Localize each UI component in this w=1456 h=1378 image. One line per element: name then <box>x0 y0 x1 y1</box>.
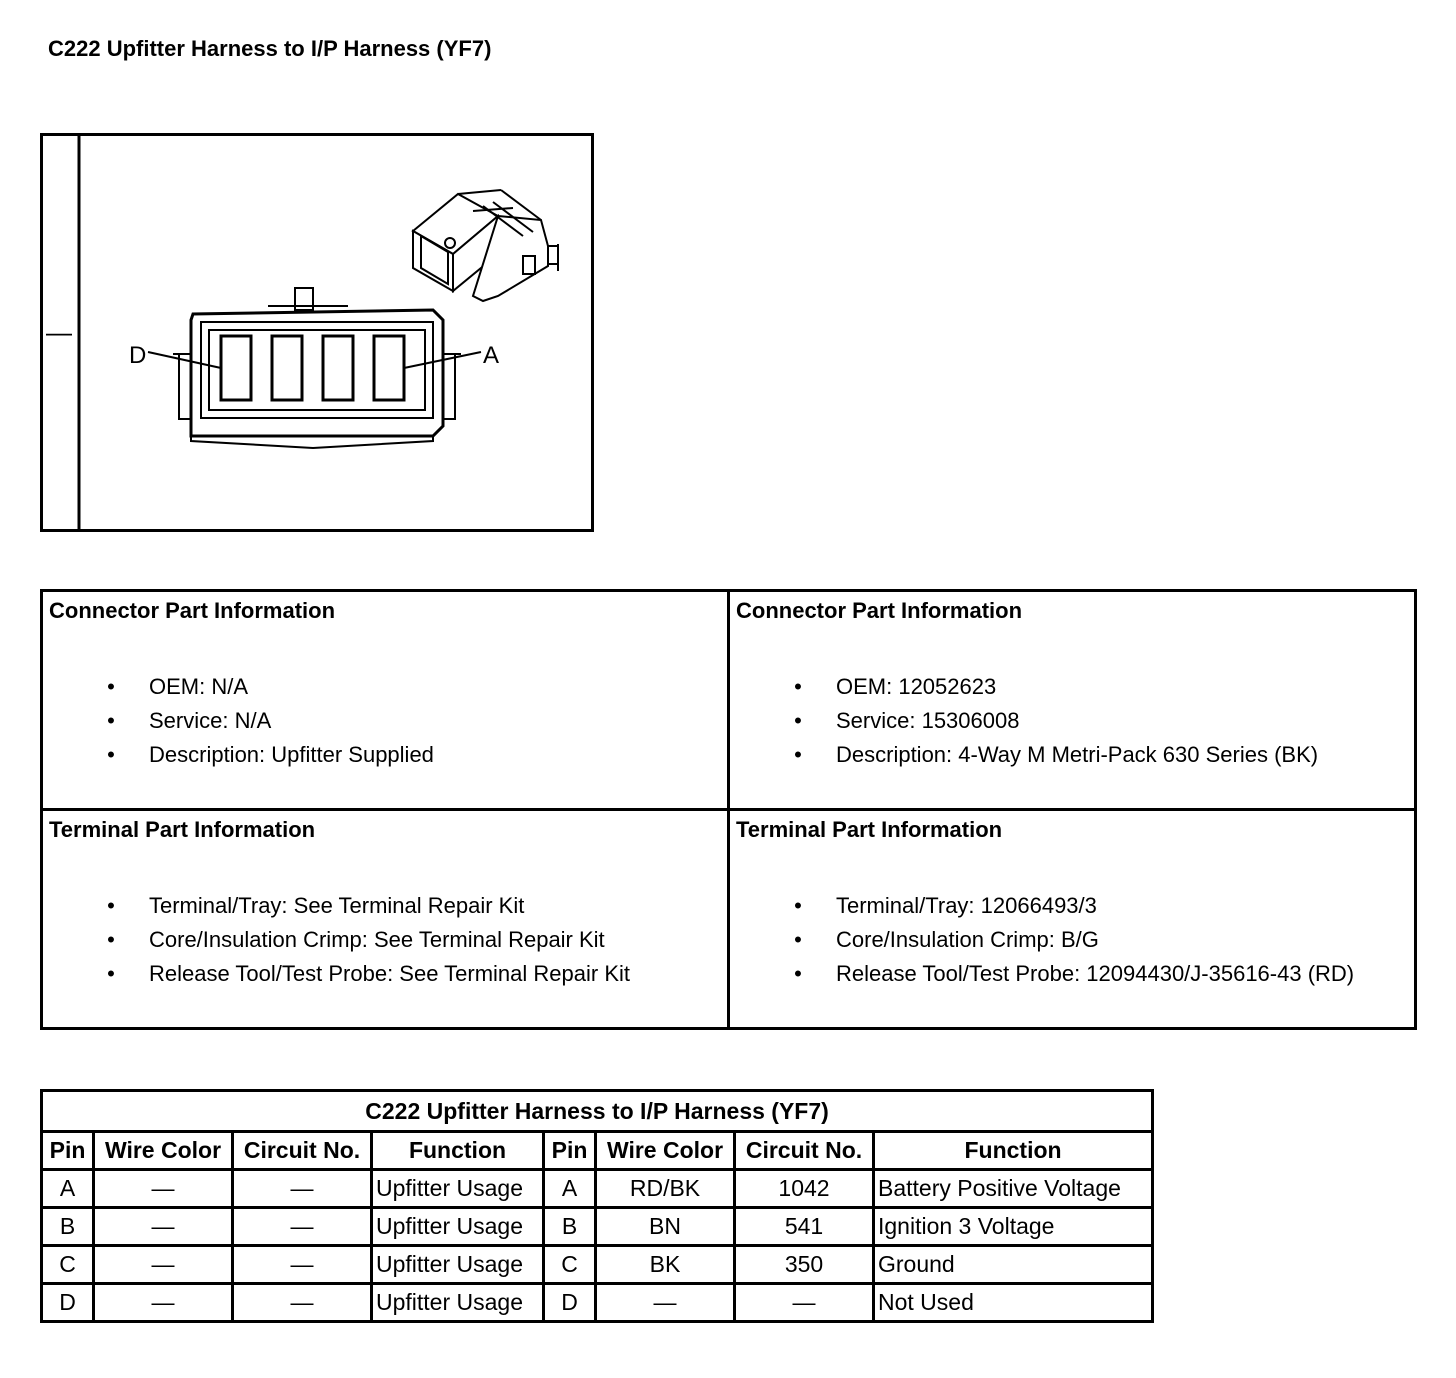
section-heading: Terminal Part Information <box>736 817 1003 842</box>
table-cell: Upfitter Usage <box>372 1246 544 1284</box>
table-row <box>42 1170 1153 1208</box>
table-cell: — <box>233 1284 372 1322</box>
table-cell: BN <box>596 1208 735 1246</box>
connector-info-cell-right <box>729 591 1416 810</box>
table-cell: D <box>544 1284 596 1322</box>
table-cell: A <box>544 1170 596 1208</box>
column-header: Pin <box>42 1132 94 1170</box>
item-text: OEM: N/A <box>149 674 249 699</box>
table-cell: RD/BK <box>596 1170 735 1208</box>
list-item <box>736 923 1408 957</box>
table-row <box>42 1208 1153 1246</box>
column-header: Function <box>874 1132 1153 1170</box>
table-cell: Ignition 3 Voltage <box>874 1208 1153 1246</box>
bullet-icon: • <box>794 674 802 699</box>
table-cell: — <box>735 1284 874 1322</box>
terminal-info-cell-left <box>42 810 729 1029</box>
page-title: C222 Upfitter Harness to I/P Harness (YF7) <box>48 36 492 61</box>
table-cell: BK <box>596 1246 735 1284</box>
table-cell: — <box>233 1170 372 1208</box>
section-heading: Connector Part Information <box>736 598 1023 623</box>
terminal-info-cell-right <box>729 810 1416 1029</box>
section-heading: Connector Part Information <box>49 598 336 623</box>
bullet-icon: • <box>107 927 115 952</box>
table-caption: C222 Upfitter Harness to I/P Harness (YF7) <box>42 1091 1153 1132</box>
column-header: Wire Color <box>596 1132 735 1170</box>
table-cell: — <box>94 1246 233 1284</box>
table-row <box>42 1246 1153 1284</box>
table-cell: — <box>94 1208 233 1246</box>
connector-face-icon <box>148 288 481 448</box>
item-text: Terminal/Tray: 12066493/3 <box>836 893 1097 918</box>
pinout-table <box>40 1089 1154 1323</box>
connector-diagram <box>40 133 594 532</box>
table-cell: 350 <box>735 1246 874 1284</box>
bullet-icon: • <box>107 961 115 986</box>
list-item <box>736 889 1408 923</box>
table-cell: 541 <box>735 1208 874 1246</box>
item-text: Terminal/Tray: See Terminal Repair Kit <box>149 893 525 918</box>
item-text: Core/Insulation Crimp: B/G <box>836 927 1099 952</box>
side-marker: — <box>46 317 72 347</box>
table-header-row <box>42 1132 1153 1170</box>
item-text: Core/Insulation Crimp: See Terminal Repair Kit <box>149 927 605 952</box>
item-text: Service: N/A <box>149 708 272 733</box>
table-cell: — <box>596 1284 735 1322</box>
item-text: Description: 4-Way M Metri-Pack 630 Series (BK) <box>836 742 1319 767</box>
bullet-list <box>49 889 721 991</box>
list-item <box>736 670 1408 704</box>
bullet-icon: • <box>107 674 115 699</box>
connector-3d-icon <box>413 190 558 301</box>
list-item <box>49 889 721 923</box>
bullet-icon: • <box>107 742 115 767</box>
bullet-icon: • <box>794 961 802 986</box>
table-cell: 1042 <box>735 1170 874 1208</box>
column-header: Function <box>372 1132 544 1170</box>
item-text: OEM: 12052623 <box>836 674 997 699</box>
table-cell: Battery Positive Voltage <box>874 1170 1153 1208</box>
list-item <box>736 738 1408 772</box>
table-cell: — <box>233 1208 372 1246</box>
table-cell: Ground <box>874 1246 1153 1284</box>
bullet-icon: • <box>107 893 115 918</box>
table-cell: — <box>94 1284 233 1322</box>
column-header: Circuit No. <box>233 1132 372 1170</box>
item-text: Release Tool/Test Probe: 12094430/J-35616-43 (RD) <box>836 961 1355 986</box>
bullet-icon: • <box>107 708 115 733</box>
table-cell: — <box>94 1170 233 1208</box>
bullet-icon: • <box>794 708 802 733</box>
table-cell: C <box>544 1246 596 1284</box>
list-item <box>49 957 721 991</box>
table-row <box>42 1284 1153 1322</box>
table-cell: Not Used <box>874 1284 1153 1322</box>
bullet-list <box>736 670 1408 772</box>
bullet-list <box>736 889 1408 991</box>
table-cell: B <box>42 1208 94 1246</box>
list-item <box>49 670 721 704</box>
bullet-icon: • <box>794 927 802 952</box>
list-item <box>49 923 721 957</box>
column-header: Pin <box>544 1132 596 1170</box>
table-cell: Upfitter Usage <box>372 1170 544 1208</box>
table-cell: A <box>42 1170 94 1208</box>
table-cell: B <box>544 1208 596 1246</box>
item-text: Description: Upfitter Supplied <box>149 742 434 767</box>
item-text: Release Tool/Test Probe: See Terminal Repair Kit <box>149 961 630 986</box>
bullet-icon: • <box>794 893 802 918</box>
list-item <box>49 704 721 738</box>
bullet-list <box>49 670 721 772</box>
list-item <box>49 738 721 772</box>
bullet-icon: • <box>794 742 802 767</box>
pin-label-a: A <box>483 342 500 369</box>
table-cell: Upfitter Usage <box>372 1284 544 1322</box>
column-header: Circuit No. <box>735 1132 874 1170</box>
column-header: Wire Color <box>94 1132 233 1170</box>
connector-info-cell-left <box>42 591 729 810</box>
list-item <box>736 704 1408 738</box>
table-cell: — <box>233 1246 372 1284</box>
item-text: Service: 15306008 <box>836 708 1020 733</box>
table-cell: Upfitter Usage <box>372 1208 544 1246</box>
table-cell: D <box>42 1284 94 1322</box>
connector-illustration <box>43 136 591 529</box>
pin-label-d: D <box>129 342 147 369</box>
table-cell: C <box>42 1246 94 1284</box>
section-heading: Terminal Part Information <box>49 817 316 842</box>
list-item <box>736 957 1408 991</box>
part-info-grid <box>40 589 1417 1030</box>
